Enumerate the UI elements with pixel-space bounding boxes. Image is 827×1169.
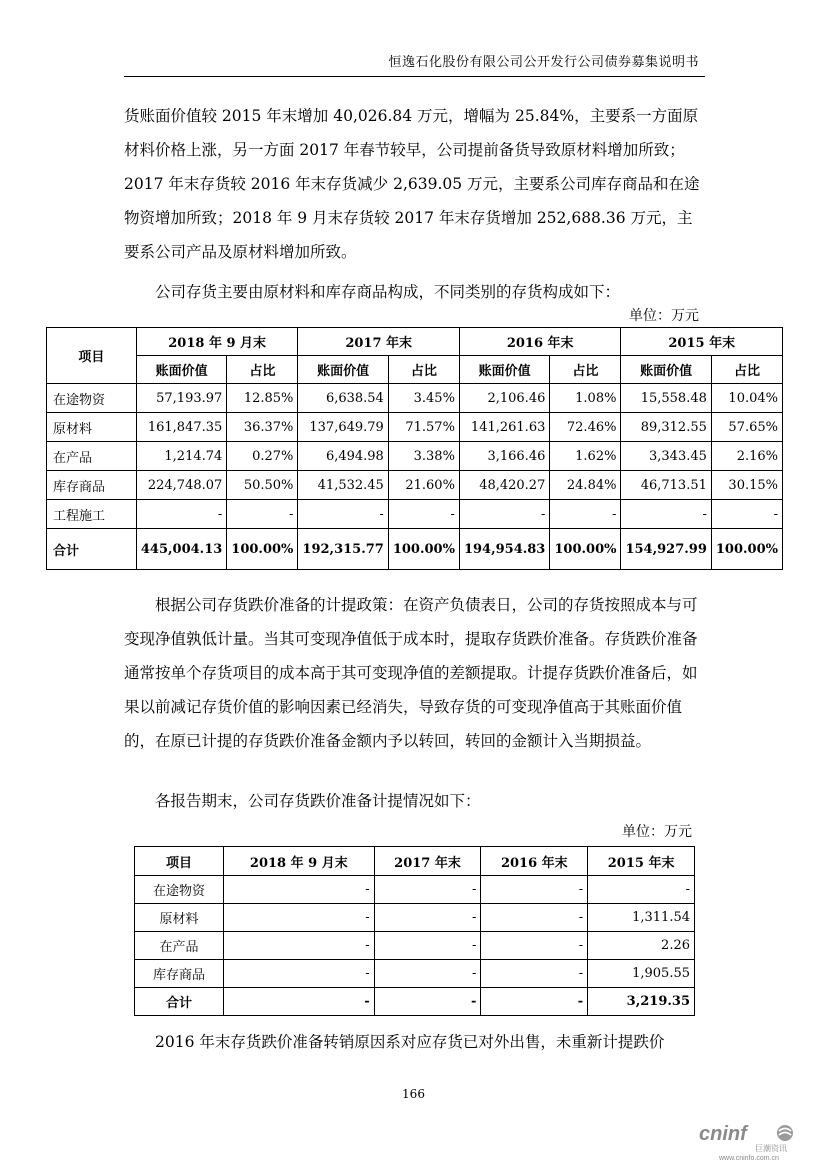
table-row <box>47 442 783 471</box>
table-subheader-ratio: 占比 <box>388 356 459 384</box>
table-cell: 3.45% <box>388 384 459 413</box>
table-row <box>135 904 695 932</box>
table-cell: 30.15% <box>711 471 782 500</box>
table-cell: - <box>481 876 588 904</box>
table-row <box>47 471 783 500</box>
table-cell: 89,312.55 <box>621 413 711 442</box>
table-cell: - <box>227 500 298 529</box>
table-subheader-ratio: 占比 <box>227 356 298 384</box>
table-cell: 1,905.55 <box>588 960 695 988</box>
table-cell: 0.27% <box>227 442 298 471</box>
paragraph-inventory-composition-intro: 公司存货主要由原材料和库存商品构成，不同类别的存货构成如下： <box>155 283 621 301</box>
table-subheader-book-value: 账面价值 <box>298 356 388 384</box>
row-label: 原材料 <box>47 413 137 442</box>
svg-text:www.cninfo.com.cn: www.cninfo.com.cn <box>719 1155 779 1162</box>
paragraph-impairment-intro: 各报告期末，公司存货跌价准备计提情况如下： <box>155 792 481 810</box>
table-cell: 194,954.83 <box>459 529 549 570</box>
row-label: 在途物资 <box>47 384 137 413</box>
table-cell: - <box>374 988 481 1016</box>
table-cell: 6,638.54 <box>298 384 388 413</box>
table-header-period: 2016 年末 <box>459 328 621 356</box>
table1-unit-label: 单位：万元 <box>629 308 699 324</box>
table-cell: 3,343.45 <box>621 442 711 471</box>
paragraph-2016-writeoff: 2016 年末存货跌价准备转销原因系对应存货已对外出售，未重新计提跌价 <box>155 1033 665 1051</box>
table-header-item: 项目 <box>135 847 224 876</box>
header-divider <box>124 76 705 77</box>
table-cell: - <box>224 988 375 1016</box>
table-cell: - <box>481 960 588 988</box>
table-cell: - <box>224 904 375 932</box>
table-subheader-row <box>47 356 783 384</box>
table-subheader-ratio: 占比 <box>711 356 782 384</box>
table-cell: 192,315.77 <box>298 529 388 570</box>
table-header-period: 2017 年末 <box>374 847 481 876</box>
table2-unit-label: 单位：万元 <box>622 824 692 840</box>
table-cell: 10.04% <box>711 384 782 413</box>
table-cell: 445,004.13 <box>136 529 226 570</box>
table-row <box>135 960 695 988</box>
table-cell: 46,713.51 <box>621 471 711 500</box>
table-header-item: 项目 <box>47 328 137 384</box>
table-header-period: 2017 年末 <box>298 328 460 356</box>
table-subheader-book-value: 账面价值 <box>459 356 549 384</box>
table-cell: 1,214.74 <box>136 442 226 471</box>
table-cell: 48,420.27 <box>459 471 549 500</box>
row-label: 合计 <box>135 988 224 1016</box>
table-cell: 224,748.07 <box>136 471 226 500</box>
table-cell: 141,261.63 <box>459 413 549 442</box>
table-cell: - <box>224 960 375 988</box>
table-header-period: 2015 年末 <box>621 328 783 356</box>
paragraph-inventory-change: 货账面价值较 2015 年末增加 40,026.84 万元，增幅为 25.84%，主要系一方面原材料价格上涨，另一方面 2017 年春节较早，公司提前备货导致原材料增加所致；2017 年末存货较 2016 年末存货减少 2,639.05 万元，主要系公司库存商品和在途物资增加所致；2018 年 9 月末存货较 2017 年末存货增加 252,688.36 万元，主要系公司产品及原材料增加所致。 <box>124 107 700 261</box>
table-cell: 57,193.97 <box>136 384 226 413</box>
table-cell: 1.62% <box>550 442 621 471</box>
table-cell: - <box>224 932 375 960</box>
table-cell: - <box>481 988 588 1016</box>
svg-text:cninf: cninf <box>699 1123 747 1145</box>
table-row <box>47 384 783 413</box>
table-cell: - <box>550 500 621 529</box>
table-cell: - <box>298 500 388 529</box>
table-cell: - <box>374 960 481 988</box>
table-cell: - <box>224 876 375 904</box>
table-cell: 161,847.35 <box>136 413 226 442</box>
table-cell: 3.38% <box>388 442 459 471</box>
table-cell: 21.60% <box>388 471 459 500</box>
table-cell: 50.50% <box>227 471 298 500</box>
table-cell: 100.00% <box>711 529 782 570</box>
row-label: 原材料 <box>135 904 224 932</box>
table-cell: 100.00% <box>388 529 459 570</box>
table-cell: 100.00% <box>550 529 621 570</box>
table-row <box>135 932 695 960</box>
table-header-period: 2018 年 9 月末 <box>136 328 298 356</box>
table-cell: 24.84% <box>550 471 621 500</box>
table-row <box>47 413 783 442</box>
impairment-provision-table <box>134 846 695 1016</box>
table-cell: - <box>374 876 481 904</box>
table-subheader-ratio: 占比 <box>550 356 621 384</box>
table-cell: - <box>374 932 481 960</box>
row-label: 在产品 <box>47 442 137 471</box>
cninf-logo <box>697 1118 807 1162</box>
cninf-logo-mark <box>697 1118 807 1162</box>
row-label: 在产品 <box>135 932 224 960</box>
table-subheader-book-value: 账面价值 <box>621 356 711 384</box>
table-subheader-book-value: 账面价值 <box>136 356 226 384</box>
table-cell: 2,106.46 <box>459 384 549 413</box>
row-label: 在途物资 <box>135 876 224 904</box>
table-cell: 154,927.99 <box>621 529 711 570</box>
table-row <box>47 500 783 529</box>
table-total-row <box>47 529 783 570</box>
row-label: 库存商品 <box>47 471 137 500</box>
table-cell: 3,166.46 <box>459 442 549 471</box>
table-cell: - <box>711 500 782 529</box>
table-cell: 137,649.79 <box>298 413 388 442</box>
table-cell: - <box>481 932 588 960</box>
table-cell: 41,532.45 <box>298 471 388 500</box>
row-label: 合计 <box>47 529 137 570</box>
row-label: 库存商品 <box>135 960 224 988</box>
table-header-period: 2015 年末 <box>588 847 695 876</box>
table-cell: 1.08% <box>550 384 621 413</box>
table-cell: 71.57% <box>388 413 459 442</box>
table-cell: 15,558.48 <box>621 384 711 413</box>
table-cell: 2.16% <box>711 442 782 471</box>
table-cell: 1,311.54 <box>588 904 695 932</box>
table-cell: - <box>621 500 711 529</box>
table-header-row <box>47 328 783 356</box>
table-cell: - <box>588 876 695 904</box>
table-header-row <box>135 847 695 876</box>
table-cell: 2.26 <box>588 932 695 960</box>
table-cell: - <box>459 500 549 529</box>
table-header-period: 2016 年末 <box>481 847 588 876</box>
svg-text:巨潮资讯: 巨潮资讯 <box>755 1144 787 1153</box>
inventory-composition-table <box>46 327 783 570</box>
table-cell: - <box>388 500 459 529</box>
table-cell: 72.46% <box>550 413 621 442</box>
table-cell: 100.00% <box>227 529 298 570</box>
table-cell: - <box>481 904 588 932</box>
document-header-title: 恒逸石化股份有限公司公开发行公司债券募集说明书 <box>388 55 699 70</box>
table-cell: - <box>136 500 226 529</box>
table-cell: 57.65% <box>711 413 782 442</box>
table-cell: 6,494.98 <box>298 442 388 471</box>
row-label: 工程施工 <box>47 500 137 529</box>
table-row <box>135 876 695 904</box>
table-total-row <box>135 988 695 1016</box>
table-cell: - <box>374 904 481 932</box>
table-cell: 36.37% <box>227 413 298 442</box>
table-cell: 12.85% <box>227 384 298 413</box>
paragraph-impairment-policy: 根据公司存货跌价准备的计提政策：在资产负债表日，公司的存货按照成本与可变现净值孰低计量。当其可变现净值低于成本时，提取存货跌价准备。存货跌价准备通常按单个存货项目的成本高于其可变现净值的差额提取。计提存货跌价准备后，如果以前减记存货价值的影响因素已经消失，导致存货的可变现净值高于其账面价值的，在原已计提的存货跌价准备金额内予以转回，转回的金额计入当期损益。 <box>124 596 698 750</box>
table-cell: 3,219.35 <box>588 988 695 1016</box>
table-header-period: 2018 年 9 月末 <box>224 847 375 876</box>
page-number: 166 <box>402 1087 425 1101</box>
